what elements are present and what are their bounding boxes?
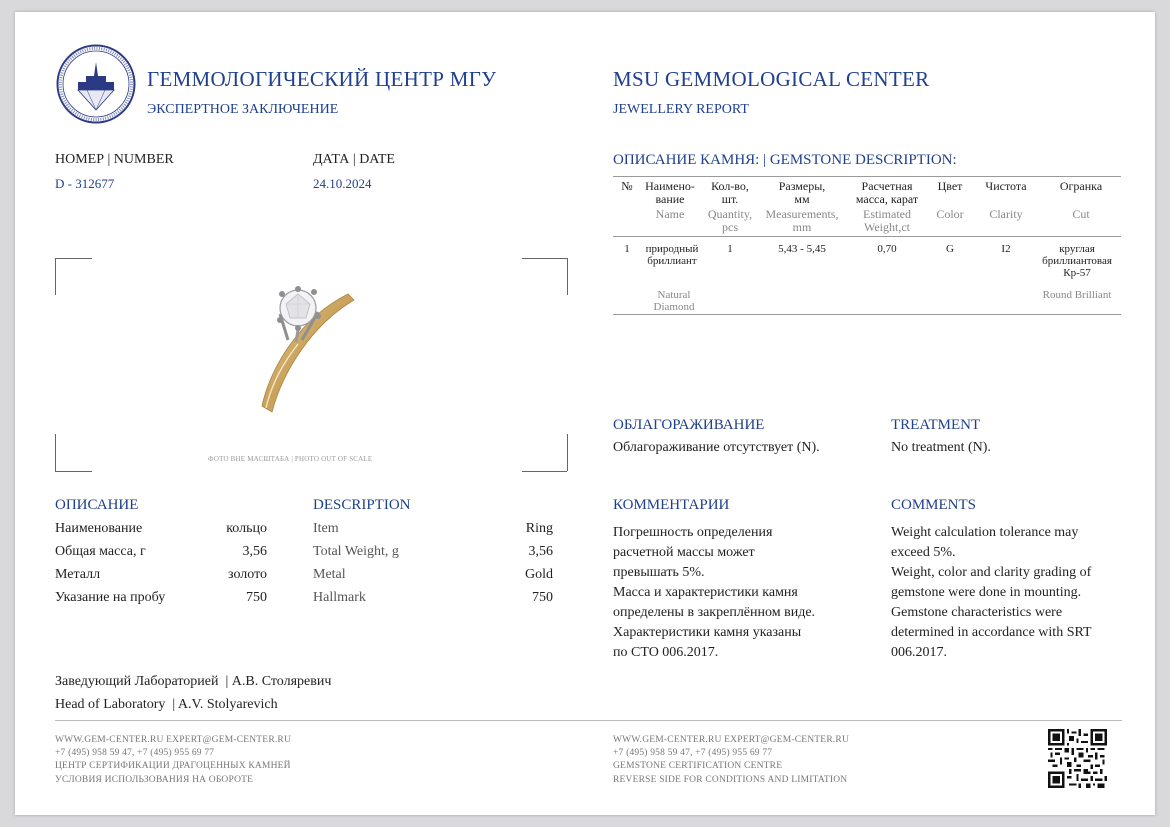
description-label-ru: Металл xyxy=(55,567,101,582)
col-header-cut-en: Cut xyxy=(1072,207,1090,221)
comment-line: determined in accordance with SRT xyxy=(891,625,1092,640)
col-header-clarity: Чистота xyxy=(985,179,1027,193)
treatment-title-ru: ОБЛАГОРАЖИВАНИЕ xyxy=(613,417,765,433)
footer-line: ЦЕНТР СЕРТИФИКАЦИИ ДРАГОЦЕННЫХ КАМНЕЙ xyxy=(55,761,291,772)
comments-title-ru: КОММЕНТАРИИ xyxy=(613,497,730,513)
comment-line: расчетной массы может xyxy=(613,545,755,560)
description-label-en: Total Weight, g xyxy=(313,544,399,559)
comment-line: определены в закреплённом виде. xyxy=(613,605,816,620)
description-value-en: Gold xyxy=(525,567,553,582)
comment-line: Погрешность определения xyxy=(613,525,773,540)
col-header-name-en: Name xyxy=(655,207,685,221)
description-value-ru: 3,56 xyxy=(242,544,267,559)
photo-frame-corner xyxy=(522,258,567,259)
table-rule xyxy=(613,314,1121,315)
description-value-en: Ring xyxy=(525,521,553,536)
cell-cut-en: Round Brilliant xyxy=(1042,289,1112,301)
footer-line: WWW.GEM-CENTER.RU EXPERT@GEM-CENTER.RU xyxy=(613,735,850,745)
signature-en: Head of Laboratory | A.V. Stolyarevich xyxy=(55,697,278,712)
treatment-title-en: TREATMENT xyxy=(891,417,981,433)
description-value-en: 750 xyxy=(532,590,553,605)
footer-line: УСЛОВИЯ ИСПОЛЬЗОВАНИЯ НА ОБОРОТЕ xyxy=(55,774,254,785)
header-subtitle-ru: ЭКСПЕРТНОЕ ЗАКЛЮЧЕНИЕ xyxy=(147,102,339,117)
date-label: ДАТА | DATE xyxy=(313,152,395,167)
description-label-ru: Общая масса, г xyxy=(55,544,146,559)
header-title-ru: ГЕММОЛОГИЧЕСКИЙ ЦЕНТР МГУ xyxy=(147,67,497,91)
number-label: НОМЕР | NUMBER xyxy=(55,152,174,167)
description-label-en: Hallmark xyxy=(313,590,366,605)
treatment-text-ru: Облагораживание отсутствует (N). xyxy=(613,440,820,455)
comment-line: превышать 5%. xyxy=(613,565,705,580)
description-value-ru: золото xyxy=(228,567,267,582)
col-header-name: Наимено- вание xyxy=(645,179,695,206)
description-value-ru: кольцо xyxy=(226,521,267,536)
photo-frame-corner xyxy=(55,258,92,259)
footer-line: REVERSE SIDE FOR CONDITIONS AND LIMITATION xyxy=(613,774,848,785)
comment-line: 006.2017. xyxy=(891,645,947,660)
cell-weight: 0,70 xyxy=(877,243,897,255)
photo-frame-corner xyxy=(567,434,568,471)
date-value: 24.10.2024 xyxy=(313,176,372,191)
footer-line: +7 (495) 958 59 47, +7 (495) 955 69 77 xyxy=(55,748,215,759)
comment-line: exceed 5%. xyxy=(891,545,956,560)
cell-no: 1 xyxy=(624,243,630,255)
treatment-text-en: No treatment (N). xyxy=(891,440,991,455)
comment-line: Характеристики камня указаны xyxy=(613,625,802,640)
photo-frame-corner xyxy=(55,258,56,295)
photo-frame-corner xyxy=(55,434,56,471)
header-title-en: MSU GEMMOLOGICAL CENTER xyxy=(613,67,930,91)
cell-name-ru: природный бриллиант xyxy=(645,243,699,267)
header-subtitle-en: JEWELLERY REPORT xyxy=(613,102,749,117)
description-title-en: DESCRIPTION xyxy=(313,497,411,513)
msu-gemmology-seal-icon xyxy=(56,44,136,124)
description-label-ru: Указание на пробу xyxy=(55,590,166,605)
cell-quantity: 1 xyxy=(727,243,733,255)
col-header-weight: Расчетная масса, карат xyxy=(855,179,919,206)
comment-line: по СТО 006.2017. xyxy=(613,645,719,660)
col-header-size-en: Measurements, mm xyxy=(765,207,839,234)
comments-text-en xyxy=(891,523,1092,663)
col-header-color-en: Color xyxy=(936,207,964,221)
description-label-en: Metal xyxy=(313,567,346,582)
description-value-ru: 750 xyxy=(246,590,267,605)
description-label-en: Item xyxy=(313,521,339,536)
col-header-size: Размеры, мм xyxy=(778,179,826,206)
report-sheet xyxy=(15,12,1155,815)
col-header-cut: Огранка xyxy=(1059,179,1103,193)
cell-clarity: I2 xyxy=(1001,243,1011,255)
cell-cut-ru: круглая бриллиантовая Кр-57 xyxy=(1042,243,1112,279)
col-header-no: № xyxy=(621,179,633,193)
cell-name-en: Natural Diamond xyxy=(653,289,695,313)
comments-text-ru xyxy=(613,523,815,663)
photo-frame-corner xyxy=(522,471,567,472)
comment-line: gemstone were done in mounting. xyxy=(891,585,1082,600)
photo-caption: ФОТО ВНЕ МАСШТАБА | PHOTO OUT OF SCALE xyxy=(208,455,373,463)
comment-line: Weight, color and clarity grading of xyxy=(891,565,1092,580)
footer-line: GEMSTONE CERTIFICATION CENTRE xyxy=(613,761,783,772)
footer-left xyxy=(55,734,291,787)
cell-color: G xyxy=(946,243,954,255)
photo-frame-corner xyxy=(55,471,92,472)
footer-line: +7 (495) 958 59 47, +7 (495) 955 69 77 xyxy=(613,748,773,759)
col-header-color: Цвет xyxy=(937,179,963,193)
cell-size: 5,43 - 5,45 xyxy=(778,243,826,255)
qr-code-icon[interactable] xyxy=(1048,729,1107,788)
ring-photo xyxy=(240,278,370,418)
table-rule xyxy=(613,236,1121,237)
footer-right xyxy=(613,734,849,787)
table-rule xyxy=(613,176,1121,177)
col-header-quantity-en: Quantity, pcs xyxy=(707,207,753,234)
number-value: D - 312677 xyxy=(55,176,115,191)
description-title-ru: ОПИСАНИЕ xyxy=(55,497,139,513)
comment-line: Масса и характеристики камня xyxy=(613,585,798,600)
gemstone-title: ОПИСАНИЕ КАМНЯ: | GEMSTONE DESCRIPTION: xyxy=(613,152,957,168)
comments-title-en: COMMENTS xyxy=(891,497,977,513)
description-value-en: 3,56 xyxy=(528,544,553,559)
photo-frame-corner xyxy=(567,258,568,295)
description-label-ru: Наименование xyxy=(55,521,143,536)
col-header-quantity: Кол-во, шт. xyxy=(711,179,749,206)
comment-line: Gemstone characteristics were xyxy=(891,605,1063,620)
comment-line: Weight calculation tolerance may xyxy=(891,525,1079,540)
col-header-weight-en: Estimated Weight,ct xyxy=(863,207,911,234)
signature-ru: Заведующий Лабораторией | А.В. Столяревич xyxy=(55,674,332,689)
footer-divider xyxy=(55,720,1122,721)
footer-line: WWW.GEM-CENTER.RU EXPERT@GEM-CENTER.RU xyxy=(55,735,292,745)
col-header-clarity-en: Clarity xyxy=(989,207,1023,221)
